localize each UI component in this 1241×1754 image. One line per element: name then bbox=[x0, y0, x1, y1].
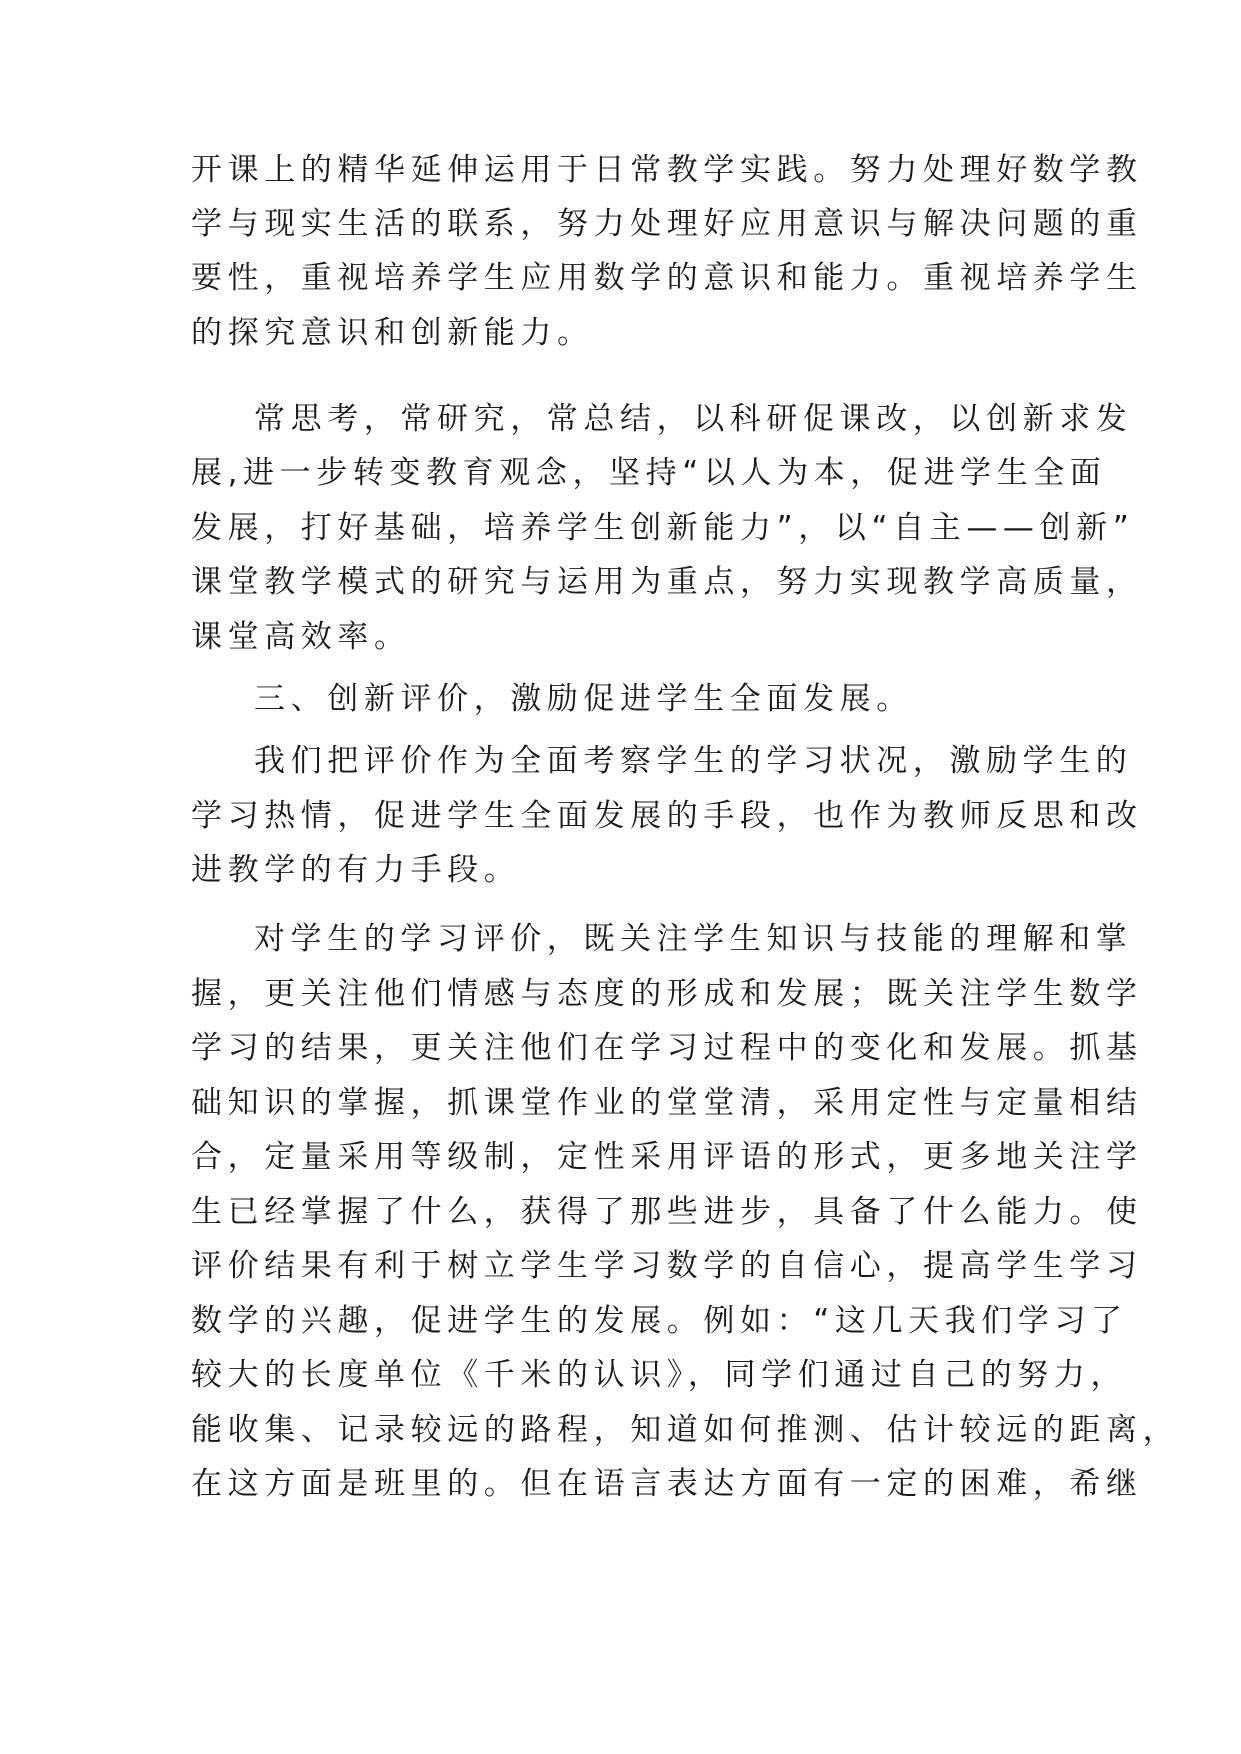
paragraph-first-line: 对学生的学习评价，既关注学生知识与技能的理解和掌 bbox=[254, 921, 1133, 957]
text-line: 评价结果有利于树立学生学习数学的自信心，提高学生学习 bbox=[191, 1248, 1143, 1284]
text-line: 较大的长度单位《千米的认识》，同学们通过自己的努力， bbox=[191, 1357, 1128, 1393]
text-line: 开课上的精华延伸运用于日常教学实践。努力处理好数学教 bbox=[191, 152, 1143, 188]
text-line: 展,进一步转变教育观念，坚持“以人为本，促进学生全面 bbox=[191, 455, 1107, 491]
section-heading: 三、创新评价，激励促进学生全面发展。 bbox=[254, 681, 913, 717]
text-line: 课堂教学模式的研究与运用为重点，努力实现教学高质量， bbox=[191, 564, 1143, 600]
text-line: 进教学的有力手段。 bbox=[191, 852, 521, 888]
text-line: 发展，打好基础，培养学生创新能力”，以“自主——创新” bbox=[191, 510, 1135, 546]
text-line: 课堂高效率。 bbox=[191, 619, 411, 655]
text-line: 础知识的掌握，抓课堂作业的堂堂清，采用定性与定量相结 bbox=[191, 1085, 1143, 1121]
paragraph-first-line: 常思考，常研究，常总结，以科研促课改，以创新求发 bbox=[254, 401, 1133, 437]
text-line: 能收集、记录较远的路程，知道如何推测、估计较远的距离， bbox=[191, 1412, 1180, 1448]
text-line: 学习的结果，更关注他们在学习过程中的变化和发展。抓基 bbox=[191, 1030, 1143, 1066]
text-line: 要性，重视培养学生应用数学的意识和能力。重视培养学生 bbox=[191, 260, 1143, 296]
paragraph-first-line: 我们把评价作为全面考察学生的学习状况，激励学生的 bbox=[254, 743, 1133, 779]
text-line: 在这方面是班里的。但在语言表达方面有一定的困难，希继 bbox=[191, 1466, 1143, 1502]
text-line: 学与现实生活的联系，努力处理好应用意识与解决问题的重 bbox=[191, 206, 1143, 242]
text-line: 握，更关注他们情感与态度的形成和发展；既关注学生数学 bbox=[191, 976, 1143, 1012]
text-line: 的探究意识和创新能力。 bbox=[191, 315, 594, 351]
text-line: 数学的兴趣，促进学生的发展。例如：“这几天我们学习了 bbox=[191, 1303, 1128, 1339]
text-line: 学习热情，促进学生全面发展的手段，也作为教师反思和改 bbox=[191, 798, 1143, 834]
text-line: 生已经掌握了什么，获得了那些进步，具备了什么能力。使 bbox=[191, 1194, 1143, 1230]
text-line: 合，定量采用等级制，定性采用评语的形式，更多地关注学 bbox=[191, 1139, 1143, 1175]
